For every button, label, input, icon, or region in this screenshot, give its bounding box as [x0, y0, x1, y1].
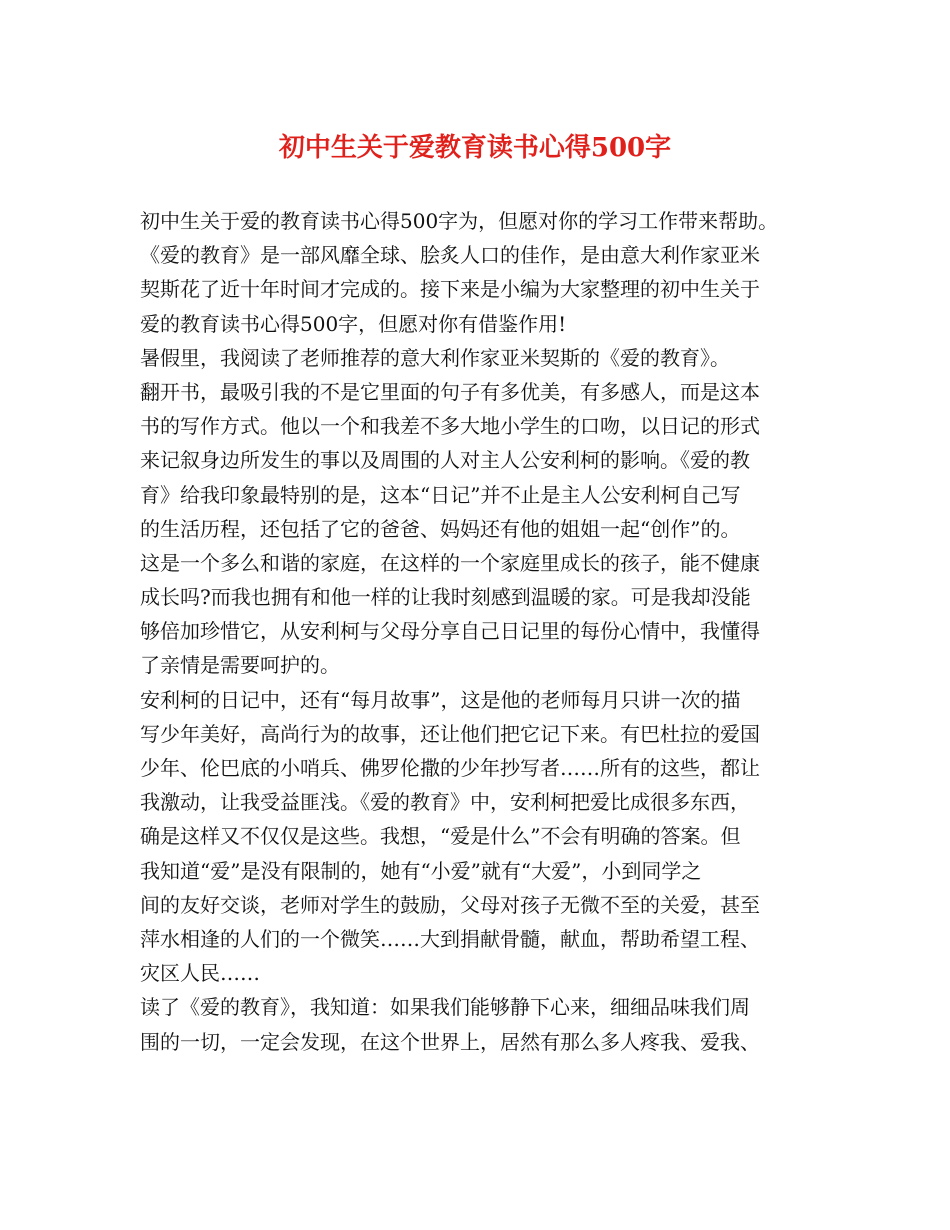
text-line: 够倍加珍惜它，从安利柯与父母分享自己日记里的每份心情中，我懂得 [140, 619, 760, 644]
text-line: 暑假里，我阅读了老师推荐的意大利作家亚米契斯的《爱的教育》。 [140, 345, 730, 370]
text-line: 灾区人民…… [140, 961, 260, 986]
page-title: 初中生关于爱教育读书心得500字 [278, 133, 672, 163]
text-line: 来记叙身边所发生的事以及周围的人对主人公安利柯的影响。《爱的教 [140, 448, 750, 473]
text-line: 我知道“爱”是没有限制的，她有“小爱”就有“大爱”，小到同学之 [140, 858, 702, 883]
text-line: 《爱的教育》是一部风靡全球、脍炙人口的佳作，是由意大利作家亚米 [140, 243, 760, 268]
text-line: 围的一切，一定会发现，在这个世界上，居然有那么多人疼我、爱我、 [140, 1029, 760, 1054]
text-line: 写少年美好，高尚行为的故事，还让他们把它记下来。有巴杜拉的爱国 [140, 721, 760, 746]
text-line: 书的写作方式。他以一个和我差不多大地小学生的口吻，以日记的形式 [140, 414, 760, 439]
text-line: 我激动，让我受益匪浅。《爱的教育》中，安利柯把爱比成很多东西， [140, 790, 750, 815]
text-line: 这是一个多么和谐的家庭，在这样的一个家庭里成长的孩子，能不健康 [140, 550, 760, 575]
text-line: 安利柯的日记中，还有“每月故事”，这是他的老师每月只讲一次的描 [140, 687, 741, 712]
text-line: 契斯花了近十年时间才完成的。接下来是小编为大家整理的初中生关于 [140, 277, 760, 302]
text-line: 翻开书，最吸引我的不是它里面的句子有多优美，有多感人，而是这本 [140, 379, 760, 404]
text-line: 萍水相逢的人们的一个微笑……大到捐献骨髓，献血，帮助希望工程、 [140, 926, 760, 951]
text-line: 爱的教育读书心得500字，但愿对你有借鉴作用! [140, 311, 567, 336]
text-line: 了亲情是需要呵护的。 [140, 653, 340, 678]
text-line: 读了《爱的教育》，我知道：如果我们能够静下心来，细细品味我们周 [140, 995, 750, 1020]
text-line: 少年、伦巴底的小哨兵、佛罗伦撒的少年抄写者……所有的这些，都让 [140, 756, 760, 780]
document-body [140, 204, 820, 1059]
text-line: 的生活历程，还包括了它的爸爸、妈妈还有他的姐姐一起“创作”的。 [140, 516, 741, 541]
text-line: 确是这样又不仅仅是这些。我想，“爱是什么”不会有明确的答案。但 [140, 824, 741, 849]
text-line: 初中生关于爱的教育读书心得500字为，但愿对你的学习工作带来帮助。 [140, 209, 779, 233]
text-line: 育》给我印象最特别的是，这本“日记”并不止是主人公安利柯自己写 [140, 482, 741, 507]
text-line: 成长吗?而我也拥有和他一样的让我时刻感到温暖的家。可是我却没能 [140, 585, 751, 610]
text-line: 间的友好交谈，老师对学生的鼓励，父母对孩子无微不至的关爱，甚至 [140, 892, 760, 917]
